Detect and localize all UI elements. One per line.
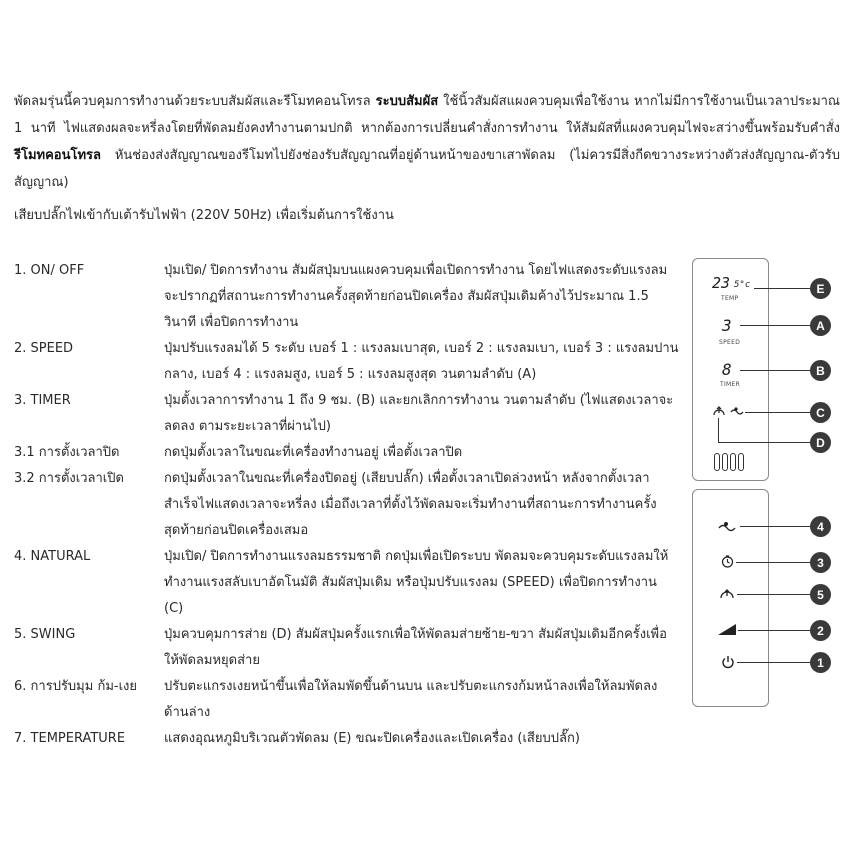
temp-label: TEMP — [721, 295, 739, 302]
timer-button-icon[interactable] — [721, 555, 734, 571]
list-item: 1. ON/ OFF ปุ่มเปิด/ ปิดการทำงาน สัมผัสปุ่มบนแผงควบคุมเพื่อเปิดการทำงาน โดยไฟแสดงระดับแรงลมจะปรากฏที่สถานะการทำงานครั้งสุดท้ายก่อนปิดเครื่อง สัมผัสปุ่มเดิมค้างไว้ประมาณ 1.5 วินาที เพื่อปิดการทำงาน — [14, 263, 668, 330]
callout-badge-b: B — [810, 360, 831, 381]
function-list — [14, 258, 679, 752]
callout-badge-a: A — [810, 315, 831, 336]
callout-badge-1: 1 — [810, 652, 831, 673]
speed-display: 3 — [722, 316, 732, 335]
remote-control-label: รีโมทคอนโทรล — [14, 148, 101, 163]
callout-badge-e: E — [810, 278, 831, 299]
temp-display: 23 — [712, 274, 731, 292]
list-item: 2. SPEED ปุ่มปรับแรงลมได้ 5 ระดับ เบอร์ 1 : แรงลมเบาสุด, เบอร์ 2 : แรงลมเบา, เบอร์ 3 : แรงลมปานกลาง, เบอร์ 4 : แรงลมสูง, เบอร์ 5 : แรงลมสูงสุด วนตามลำดับ (A) — [14, 341, 679, 382]
speed-label: SPEED — [719, 339, 741, 346]
touch-system-label: ระบบสัมผัส — [375, 94, 439, 109]
callout-badge-c: C — [810, 402, 831, 423]
list-item: 3. TIMER ปุ่มตั้งเวลาการทำงาน 1 ถึง 9 ชม. (B) และยกเลิกการทำงาน วนตามลำดับ (ไฟแสดงเวลาจะลดลง ตามระยะเวลาที่ผ่านไป) — [14, 393, 674, 434]
speed-level-indicator — [714, 453, 744, 471]
swing-button-icon[interactable] — [719, 588, 735, 603]
list-item: 5. SWING ปุ่มควบคุมการส่าย (D) สัมผัสปุ่มครั้งแรกเพื่อให้พัดลมส่ายซ้าย-ขวา สัมผัสปุ่มเดิมอีกครั้งเพื่อให้พัดลมหยุดส่าย — [14, 627, 667, 668]
speed-button-icon[interactable] — [718, 624, 736, 635]
list-item: 3.1 การตั้งเวลาปิด กดปุ่มตั้งเวลาในขณะที่เครื่องทำงานอยู่ เพื่อตั้งเวลาปิด — [14, 445, 463, 460]
callout-badge-3: 3 — [810, 552, 831, 573]
list-item: 7. TEMPERATURE แสดงอุณหภูมิบริเวณตัวพัดลม (E) ขณะปิดเครื่องและเปิดเครื่อง (เสียบปลั๊ก) — [14, 731, 580, 746]
natural-button-icon[interactable] — [718, 520, 736, 535]
swing-icon — [712, 405, 726, 420]
callout-badge-2: 2 — [810, 620, 831, 641]
power-button-icon[interactable] — [721, 655, 735, 672]
list-item: 3.2 การตั้งเวลาเปิด กดปุ่มตั้งเวลาในขณะที่เครื่องปิดอยู่ (เสียบปลั๊ก) เพื่อตั้งเวลาเปิดล่วงหน้า หลังจากตั้งเวลาสำเร็จไฟแสดงเวลาจะหรี่ลง เมื่อถึงเวลาที่ตั้งไว้พัดลมจะเริ่มทำงานที่สถานะการทำงานครั้งสุดท้ายก่อนปิดเครื่องเสมอ — [14, 471, 657, 538]
timer-display: 8 — [722, 360, 732, 379]
timer-label: TIMER — [720, 381, 741, 388]
callout-badge-d: D — [810, 432, 831, 453]
callout-badge-5: 5 — [810, 584, 831, 605]
temp-display-unit: 5°c — [734, 280, 751, 290]
natural-wind-icon — [730, 406, 744, 419]
list-item: 6. การปรับมุม ก้ม-เงย ปรับตะแกรงเงยหน้าขึ้นเพื่อให้ลมพัดขึ้นด้านบน และปรับตะแกรงก้มหน้าลงเพื่อให้ลมพัดลงด้านล่าง — [14, 679, 658, 720]
intro-paragraph: พัดลมรุ่นนี้ควบคุมการทำงานด้วยระบบสัมผัสและรีโมทคอนโทรล ระบบสัมผัส ใช้นิ้วสัมผัสแผงควบคุมเพื่อใช้งาน หากไม่มีการใช้งานเป็นเวลาประมาณ 1 นาที ไฟแสดงผลจะหรี่ลงโดยที่พัดลมยังคงทำงานตามปกติ หากต้องการเปลี่ยนคำสั่งการทำงาน ให้สัมผัสที่แผงควบคุมไฟจะสว่างขึ้นพร้อมรับคำสั่ง รีโมทคอนโทรล หันช่องส่งสัญญาณของรีโมทไปยังช่องรับสัญญาณที่อยู่ด้านหน้าของขาเสาพัดลม (ไม่ควรมีสิ่งกีดขวางระหว่างตัวส่งสัญญาณ-ตัวรับสัญญาณ) — [14, 94, 840, 190]
callout-badge-4: 4 — [810, 516, 831, 537]
plug-note: เสียบปลั๊กไฟเข้ากับเต้ารับไฟฟ้า (220V 50Hz) เพื่อเริ่มต้นการใช้งาน — [14, 208, 394, 223]
list-item: 4. NATURAL ปุ่มเปิด/ ปิดการทำงานแรงลมธรรมชาติ กดปุ่มเพื่อเปิดระบบ พัดลมจะควบคุมระดับแรงลมให้ทำงานแรงสลับเบาอัตโนมัติ สัมผัสปุ่มเดิม หรือปุ่มปรับแรงลม (SPEED) เพื่อปิดการทำงาน (C) — [14, 549, 669, 616]
